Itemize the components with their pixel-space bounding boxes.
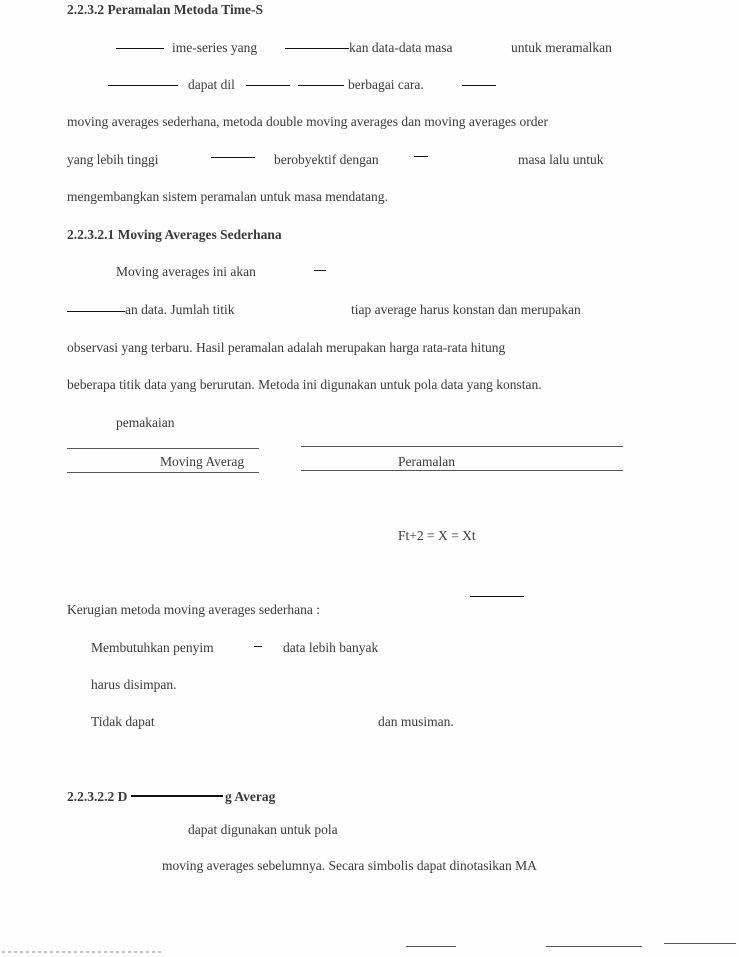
redaction-bar	[406, 946, 456, 947]
para3-line8: observasi yang terbaru. Hasil peramalan adalah merupakan harga rata-rata hitung	[67, 340, 506, 355]
para1-line1c: untuk meramalkan	[511, 40, 612, 55]
redaction-bar	[254, 646, 262, 647]
drawback-item-1a: Membutuhkan penyim	[91, 640, 214, 655]
redaction-bar	[211, 157, 255, 158]
para1-line1b: kan data-data masa	[349, 40, 453, 55]
table-top-rule-right	[301, 446, 623, 447]
para1-line2a: dapat dil	[188, 77, 235, 92]
drawback-item-2: harus disimpan.	[91, 677, 177, 692]
table-bottom-rule-left	[67, 472, 259, 473]
para3-line7b: tiap average harus konstan dan merupakan	[351, 302, 581, 317]
para3-line7a: an data. Jumlah titik	[125, 302, 235, 317]
para3-line10: pemakaian	[116, 415, 175, 430]
para2-line5: mengembangkan sistem peramalan untuk masa mendatang.	[67, 189, 388, 204]
drawbacks-heading: Kerugian metoda moving averages sederhana :	[67, 602, 321, 617]
drawback-item-1b: data lebih banyak	[283, 640, 379, 655]
table-top-rule-left	[67, 448, 259, 449]
redaction-bar	[546, 946, 642, 947]
redaction-bar	[298, 85, 344, 86]
subsection-heading-1: 2.2.3.2.1 Moving Averages Sederhana	[67, 227, 282, 242]
para2-line4a: yang lebih tinggi	[67, 152, 159, 167]
redaction-bar	[108, 85, 178, 86]
redaction-bar	[67, 311, 125, 312]
para4-line2: moving averages sebelumnya. Secara simbolis dapat dinotasikan MA	[162, 858, 537, 873]
redaction-bar	[246, 85, 290, 86]
table-header-moving-average: Moving Averag	[160, 454, 245, 469]
para2-line4c: masa lalu untuk	[518, 152, 604, 167]
table-bottom-rule-right	[301, 470, 623, 471]
redaction-bar	[664, 943, 736, 944]
para2-line4b: berobyektif dengan	[274, 152, 379, 167]
para1-line2b: berbagai cara.	[348, 77, 424, 92]
forecast-formula: Ft+2 = X = Xt	[398, 528, 476, 543]
section-heading: 2.2.3.2 Peramalan Metoda Time-S	[67, 2, 263, 17]
redaction-bar	[285, 48, 349, 49]
subsection-heading-2b: g Averag	[225, 789, 276, 804]
subsection-heading-2a: 2.2.3.2.2 D	[67, 789, 128, 804]
redaction-bar	[462, 85, 496, 86]
redaction-bar	[314, 270, 326, 271]
drawback-item-3b: dan musiman.	[378, 714, 454, 729]
para3-line9: beberapa titik data yang berurutan. Metoda ini digunakan untuk pola data yang konstan.	[67, 377, 542, 392]
redaction-bar	[131, 795, 223, 797]
para3-line6: Moving averages ini akan	[116, 264, 256, 279]
redaction-bar	[470, 596, 524, 597]
scan-noise-strip	[2, 951, 162, 953]
redaction-bar	[116, 48, 164, 49]
drawback-item-3a: Tidak dapat	[91, 714, 155, 729]
para2-line3: moving averages sederhana, metoda double moving averages dan moving averages order	[67, 114, 548, 129]
para4-line1: dapat digunakan untuk pola	[188, 822, 338, 837]
table-header-forecast: Peramalan	[398, 454, 455, 469]
para1-line1a: ime-series yang	[172, 40, 258, 55]
redaction-bar	[414, 156, 428, 157]
